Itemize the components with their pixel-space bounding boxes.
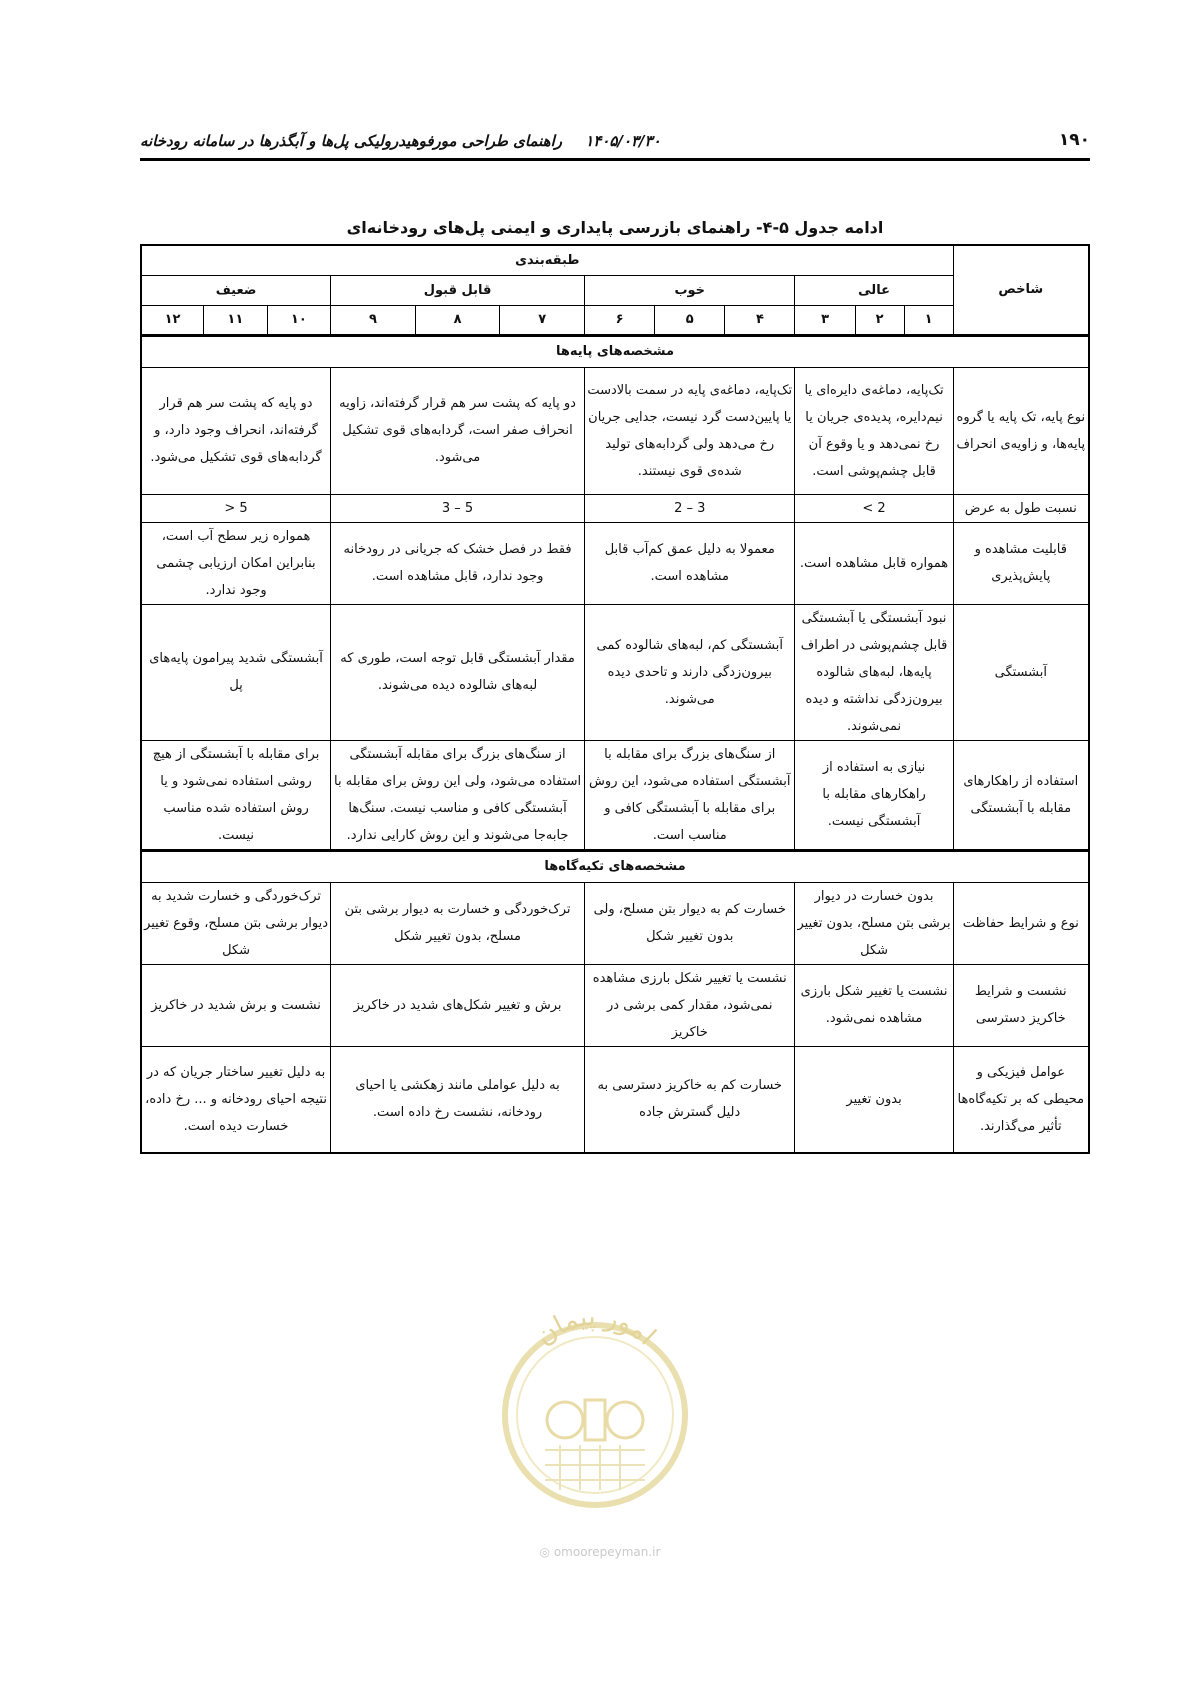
indicator-cell: عوامل فیزیکی و محیطی که بر تکیه‌گاه‌ها تأثیر می‌گذارند. xyxy=(953,1046,1089,1153)
header-date: ۱۴۰۵/۰۳/۳۰ xyxy=(585,132,661,150)
watermark-url: ◎ omoorepeyman.ir xyxy=(539,1545,661,1559)
grade-cell: ۸ xyxy=(415,305,500,335)
table-cell: > 5 xyxy=(141,494,331,522)
grade-cell: ۶ xyxy=(585,305,655,335)
table-cell: به دلیل تغییر ساختار جریان که در نتیجه احیای رودخانه و ... رخ داده، خسارت دیده است. xyxy=(141,1046,331,1153)
page-number: ۱۹۰ xyxy=(1058,130,1090,150)
table-cell: نبود آبشستگی یا آبشستگی قابل چشم‌پوشی در اطراف پایه‌ها، لبه‌های شالوده بیرون‌زدگی نداشته و دیده نمی‌شوند. xyxy=(795,604,953,740)
table-cell: از سنگ‌های بزرگ برای مقابله با آبشستگی استفاده می‌شود، این روش برای مقابله با آبشستگی کافی و مناسب است. xyxy=(585,740,795,850)
table-cell: 3 – 5 xyxy=(331,494,585,522)
table-cell: نشست یا تغییر شکل بارزی مشاهده نمی‌شود، مقدار کمی برشی در خاکریز xyxy=(585,964,795,1046)
inspection-table xyxy=(140,244,1090,1154)
table-cell: < 2 xyxy=(795,494,953,522)
watermark-logo xyxy=(490,1290,700,1550)
table-cell: برای مقابله با آبشستگی از هیچ روشی استفاده نمی‌شود و یا روش استفاده شده مناسب نیست. xyxy=(141,740,331,850)
grade-cell: ۱۱ xyxy=(204,305,267,335)
grade-cell: ۱۲ xyxy=(141,305,204,335)
table-cell: ترک‌خوردگی و خسارت به دیوار برشی بتن مسلح، بدون تغییر شکل xyxy=(331,882,585,964)
indicator-cell: نسبت طول به عرض xyxy=(953,494,1089,522)
watermark-url-text: omoorepeyman.ir xyxy=(553,1545,661,1559)
indicator-header: شاخص xyxy=(953,245,1089,335)
table-cell: ترک‌خوردگی و خسارت شدید به دیوار برشی بتن مسلح، وقوع تغییر شکل xyxy=(141,882,331,964)
running-header xyxy=(140,128,1090,161)
table-cell: همواره زیر سطح آب است، بنابراین امکان ارزیابی چشمی وجود ندارد. xyxy=(141,522,331,604)
table-cell: آبشستگی شدید پیرامون پایه‌های پل xyxy=(141,604,331,740)
table-cell: نشست یا تغییر شکل بارزی مشاهده نمی‌شود. xyxy=(795,964,953,1046)
table-cell: نیازی به استفاده از راهکارهای مقابله با آبشستگی نیست. xyxy=(795,740,953,850)
class-good: خوب xyxy=(585,275,795,305)
class-poor: ضعیف xyxy=(141,275,331,305)
table-caption: ادامه جدول ۵-۴- راهنمای بازرسی پایداری و ایمنی پل‌های رودخانه‌ای xyxy=(346,218,884,237)
grade-cell: ۳ xyxy=(795,305,855,335)
section-title-piers: مشخصه‌های پایه‌ها xyxy=(141,335,1089,367)
table-cell: 2 – 3 xyxy=(585,494,795,522)
grade-cell: ۴ xyxy=(725,305,795,335)
section-title-abutments: مشخصه‌های تکیه‌گاه‌ها xyxy=(141,850,1089,882)
running-title xyxy=(140,132,661,150)
grade-cell: ۵ xyxy=(655,305,725,335)
watermark-gears-icon xyxy=(547,1400,643,1440)
table-cell: برش و تغییر شکل‌های شدید در خاکریز xyxy=(331,964,585,1046)
header-title: راهنمای طراحی مورفوهیدرولیکی پل‌ها و آبگذرها در سامانه رودخانه xyxy=(140,132,562,150)
watermark-ring xyxy=(505,1325,685,1505)
watermark-inner-ring xyxy=(517,1337,673,1493)
indicator-cell: قابلیت مشاهده و پایش‌پذیری xyxy=(953,522,1089,604)
watermark-logo-text: امور پیمان xyxy=(529,1301,662,1352)
class-excellent: عالی xyxy=(795,275,953,305)
watermark-grid-icon xyxy=(545,1445,645,1490)
class-acceptable: قابل قبول xyxy=(331,275,585,305)
table-cell: دو پایه که پشت سر هم قرار گرفته‌اند، زاویه انحراف صفر است، گردابه‌های قوی تشکیل می‌شود. xyxy=(331,367,585,494)
indicator-cell: نوع پایه، تک پایه یا گروه پایه‌ها، و زاویه‌ی انحراف xyxy=(953,367,1089,494)
table-cell: بدون تغییر xyxy=(795,1046,953,1153)
grade-cell: ۹ xyxy=(331,305,416,335)
table-cell: تک‌پایه، دماغه‌ی دایره‌ای یا نیم‌دایره، پدیده‌ی جریان یا رخ نمی‌دهد و یا وقوع آن قابل چشم‌پوشی است. xyxy=(795,367,953,494)
table-cell: همواره قابل مشاهده است. xyxy=(795,522,953,604)
indicator-cell: آبشستگی xyxy=(953,604,1089,740)
indicator-cell: استفاده از راهکارهای مقابله با آبشستگی xyxy=(953,740,1089,850)
table-cell: تک‌پایه، دماغه‌ی پایه در سمت بالادست یا پایین‌دست گرد نیست، جدایی جریان رخ می‌دهد ولی گردابه‌های تولید شده‌ی قوی نیستند. xyxy=(585,367,795,494)
table-cell: به دلیل عواملی مانند زهکشی یا احیای رودخانه، نشست رخ داده است. xyxy=(331,1046,585,1153)
table-cell: مقدار آبشستگی قابل توجه است، طوری که لبه‌های شالوده دیده می‌شوند. xyxy=(331,604,585,740)
table-cell: خسارت کم به خاکریز دسترسی به دلیل گسترش جاده xyxy=(585,1046,795,1153)
indicator-cell: نوع و شرایط حفاظت xyxy=(953,882,1089,964)
table-cell: خسارت کم به دیوار بتن مسلح، ولی بدون تغییر شکل xyxy=(585,882,795,964)
grade-cell: ۱ xyxy=(904,305,953,335)
grade-cell: ۱۰ xyxy=(267,305,330,335)
table-cell: بدون خسارت در دیوار برشی بتن مسلح، بدون تغییر شکل xyxy=(795,882,953,964)
grade-cell: ۷ xyxy=(500,305,585,335)
table-cell: معمولا به دلیل عمق کم‌آب قابل مشاهده است. xyxy=(585,522,795,604)
grade-cell: ۲ xyxy=(855,305,904,335)
table-cell: از سنگ‌های بزرگ برای مقابله آبشستگی استفاده می‌شود، ولی این روش برای مقابله با آبشستگی کافی و مناسب نیست. سنگ‌ها جابه‌جا می‌شوند و این روش کارایی ندارد. xyxy=(331,740,585,850)
classification-header: طبقه‌بندی xyxy=(141,245,953,275)
table-cell: نشست و برش شدید در خاکریز xyxy=(141,964,331,1046)
indicator-cell: نشست و شرایط خاکریز دسترسی xyxy=(953,964,1089,1046)
table-cell: فقط در فصل خشک که جریانی در رودخانه وجود ندارد، قابل مشاهده است. xyxy=(331,522,585,604)
table-cell: آبشستگی کم، لبه‌های شالوده کمی بیرون‌زدگی دارند و تاحدی دیده می‌شوند. xyxy=(585,604,795,740)
table-cell: دو پایه که پشت سر هم قرار گرفته‌اند، انحراف وجود دارد، و گردابه‌های قوی تشکیل می‌شود. xyxy=(141,367,331,494)
